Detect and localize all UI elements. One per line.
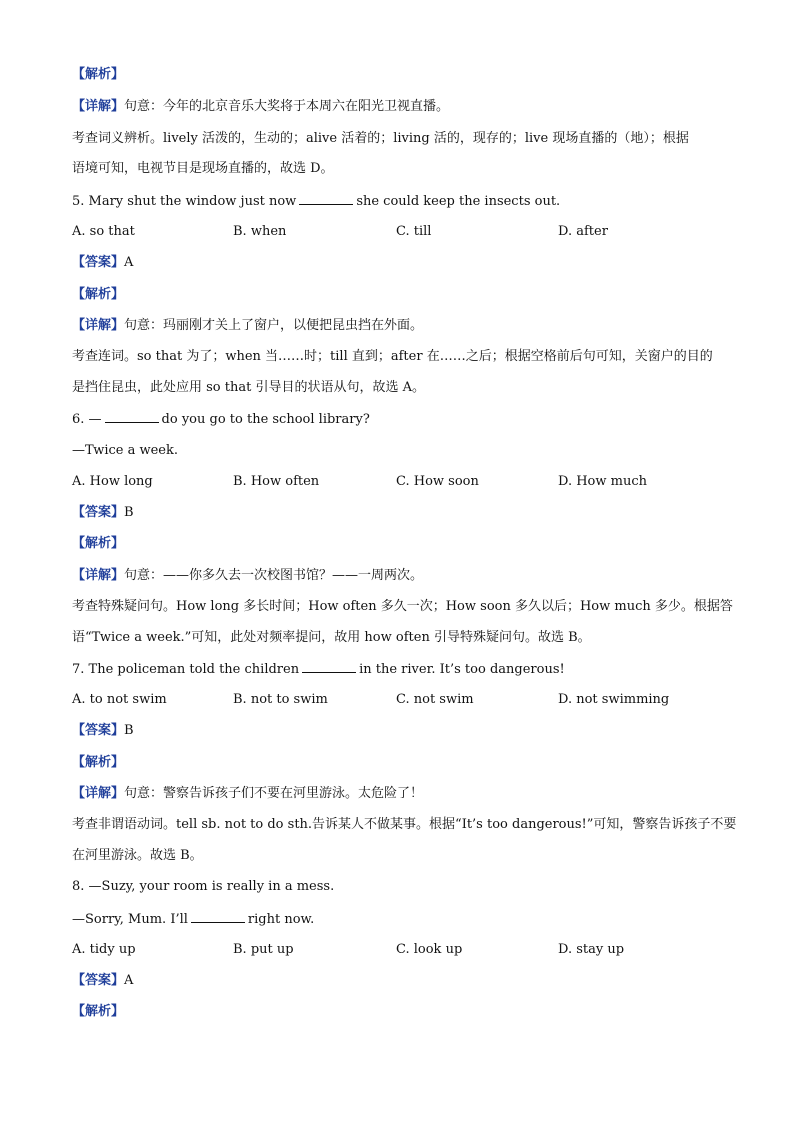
answer-blank bbox=[302, 660, 356, 673]
detail-line: 【详解】句意：今年的北京音乐大奖将于本周六在阳光卫视直播。 bbox=[72, 99, 450, 114]
detail-line: 【详解】句意：玛丽刚才关上了窗户，以便把昆虫挡在外面。 bbox=[72, 318, 424, 333]
analysis-heading: 【解析】 bbox=[72, 755, 125, 770]
analysis-heading: 【解析】 bbox=[72, 1004, 125, 1019]
option-d: D. How much bbox=[558, 474, 648, 489]
option-c: C. How soon bbox=[396, 474, 479, 489]
analysis-heading: 【解析】 bbox=[72, 536, 125, 551]
option-b: B. not to swim bbox=[233, 692, 328, 707]
answer-line: 【答案】A bbox=[72, 973, 134, 988]
analysis-text: 考查非谓语动词。tell sb. not to do sth.告诉某人不做某事。根据“It’s too dangerous!”可知，警察告诉孩子不要 bbox=[72, 817, 737, 832]
option-c: C. not swim bbox=[396, 692, 474, 707]
answer-line: 【答案】B bbox=[72, 723, 134, 738]
analysis-text: 语境可知，电视节目是现场直播的，故选 D。 bbox=[72, 161, 334, 176]
option-d: D. after bbox=[558, 224, 608, 239]
detail-line: 【详解】句意：警察告诉孩子们不要在河里游泳。太危险了！ bbox=[72, 786, 424, 801]
question-6-reply: —Twice a week. bbox=[72, 443, 179, 458]
answer-blank bbox=[299, 192, 353, 205]
answer-line: 【答案】A bbox=[72, 255, 134, 270]
option-a: A. tidy up bbox=[72, 942, 136, 957]
option-b: B. when bbox=[233, 224, 287, 239]
answer-line: 【答案】B bbox=[72, 505, 134, 520]
option-a: A. so that bbox=[72, 224, 135, 239]
question-7-stem: 7. The policeman told the children in the river. It’s too dangerous! bbox=[72, 662, 565, 677]
analysis-text: 在河里游泳。故选 B。 bbox=[72, 848, 203, 863]
answer-blank bbox=[105, 410, 159, 423]
answer-blank bbox=[191, 910, 245, 923]
analysis-text: 是挡住昆虫，此处应用 so that 引导目的状语从句，故选 A。 bbox=[72, 380, 425, 395]
analysis-text: 语“Twice a week.”可知，此处对频率提问，故用 how often 引导特殊疑问句。故选 B。 bbox=[72, 630, 591, 645]
option-a: A. to not swim bbox=[72, 692, 167, 707]
question-6-stem: 6. — do you go to the school library? bbox=[72, 412, 370, 427]
detail-line: 【详解】句意：——你多久去一次校图书馆？——一周两次。 bbox=[72, 568, 424, 583]
question-8-stem: 8. —Suzy, your room is really in a mess. bbox=[72, 879, 335, 894]
analysis-heading: 【解析】 bbox=[72, 287, 125, 302]
analysis-heading: 【解析】 bbox=[72, 67, 125, 82]
option-c: C. look up bbox=[396, 942, 463, 957]
analysis-text: 考查特殊疑问句。How long 多长时间；How often 多久一次；How soon 多久以后；How much 多少。根据答 bbox=[72, 599, 733, 614]
option-a: A. How long bbox=[72, 474, 153, 489]
option-d: D. stay up bbox=[558, 942, 625, 957]
analysis-text: 考查词义辨析。lively 活泼的，生动的；alive 活着的；living 活的，现存的；live 现场直播的（地）；根据 bbox=[72, 131, 689, 146]
question-8-reply: —Sorry, Mum. I’ll right now. bbox=[72, 912, 315, 927]
option-d: D. not swimming bbox=[558, 692, 670, 707]
option-b: B. How often bbox=[233, 474, 320, 489]
question-5-stem: 5. Mary shut the window just now she could keep the insects out. bbox=[72, 194, 561, 209]
option-b: B. put up bbox=[233, 942, 294, 957]
option-c: C. till bbox=[396, 224, 432, 239]
analysis-text: 考查连词。so that 为了；when 当……时；till 直到；after 在……之后；根据空格前后句可知，关窗户的目的 bbox=[72, 349, 713, 364]
